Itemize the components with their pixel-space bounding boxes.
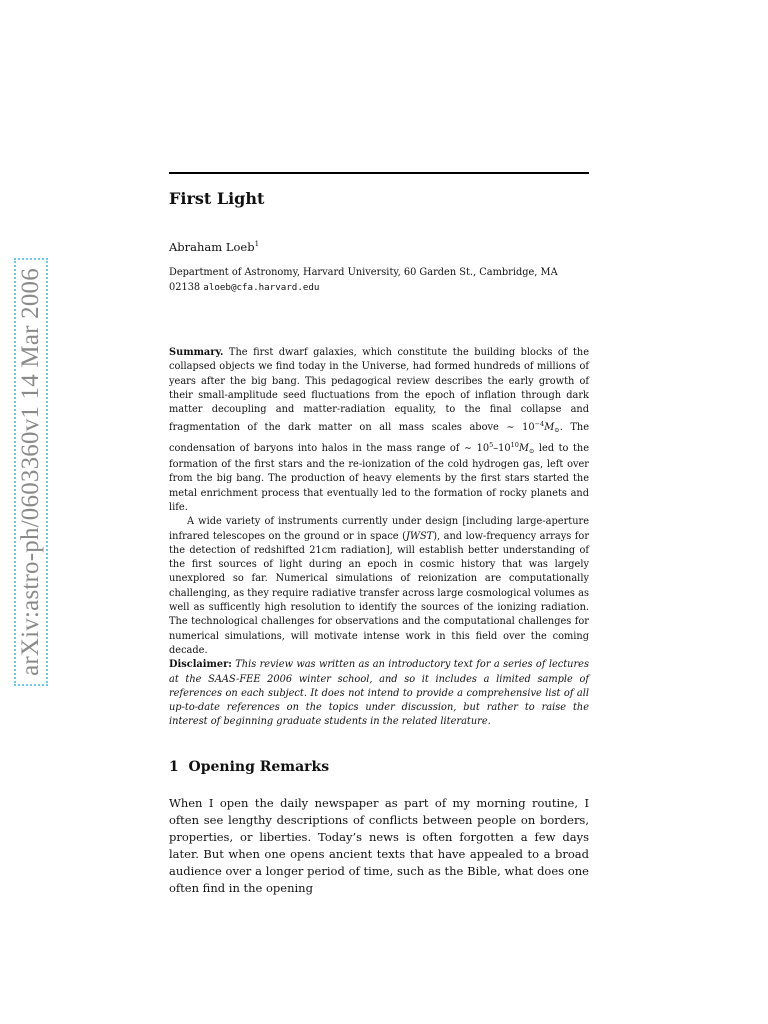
summary-text: . The condensation of baryons into halos in the mass range of ∼ 10 [169,422,589,454]
mass-symbol: M [518,442,529,454]
section-body [169,795,589,897]
summary-text: A wide variety of instruments currently under design [including large-aperture infrared telescopes on the ground or in space ( [169,516,589,542]
sun-symbol: ⊙ [554,426,560,435]
arxiv-stamp-text: arXiv:astro-ph/0603360v1 14 Mar 2006 [17,268,44,676]
disclaimer-label: Disclaimer: [169,659,232,671]
section-title: Opening Remarks [188,758,330,775]
section-heading [169,757,589,777]
affiliation-zip: 02138 [169,282,204,293]
summary-paragraph-1 [169,346,589,515]
summary-text: –10 [493,442,511,454]
exponent: 5 [489,440,494,449]
author-name: Abraham Loeb [169,240,255,254]
summary [169,346,589,730]
affiliation [169,265,589,295]
author-footnote-mark: 1 [254,240,260,248]
affiliation-line1: Department of Astronomy, Harvard University, 60 Garden St., Cambridge, MA [169,267,558,278]
paper-title: First Light [169,189,265,208]
exponent: 10 [510,440,519,449]
summary-label: Summary. [169,347,224,358]
section-number: 1 [169,758,179,775]
author-email: aloeb@cfa.harvard.edu [203,282,320,293]
paper-page [169,172,589,897]
author [169,236,589,255]
summary-paragraph-2 [169,515,589,658]
title-rule [169,172,589,174]
summary-text: led to the formation of the first stars and the re-ionization of the cold hydrogen gas, left over from the big bang. The production of heavy elements by the first stars started the metal enrichment process that eventually led to the formation of rocky planets and life. [169,442,589,513]
arxiv-stamp [14,258,48,686]
disclaimer-text: This review was written as an introductory text for a series of lectures at the SAAS-FEE 2006 winter school, and so it includes a limited sample of references on each subject. It does not intend to provide a comprehensive list of all up-to-date references on the topics under discussion, but rather to raise the interest of beginning graduate students in the related literature. [169,659,589,728]
summary-text: The first dwarf galaxies, which constitute the building blocks of the collapsed objects we find today in the Universe, had formed hundreds of millions of years after the big bang. This pedagogical review describes the early growth of their small-amplitude seed fluctuations from the epoch of inflation through dark matter decoupling and matter-radiation equality, to the final collapse and fragmentation of the dark matter on all mass scales above ∼ 10 [169,347,589,434]
summary-text: ), and low-frequency arrays for the detection of redshifted 21cm radiation], will establish better understanding of the first sources of light during an epoch in cosmic history that was largely unexplored so far. Numerical simulations of reionization are computationally challenging, as they require radiative transfer across large cosmological volumes as well as sufficently high resolution to identify the sources of the ionizing radiation. The technological challenges for observations and the computational challenges for numerical simulations, will motivate intense work in this field over the coming decade. [169,530,589,656]
exponent: −4 [534,420,545,429]
mass-symbol: M [544,422,555,434]
jwst-label: JWST [405,530,434,542]
body-paragraph: When I open the daily newspaper as part of my morning routine, I often see lengthy descriptions of conflicts between people on borders, properties, or liberties. Today’s news is often forgotten a few days later. But when one opens ancient texts that have appealed to a broad audience over a longer period of time, such as the Bible, what does one often find in the opening [169,795,589,895]
sun-symbol: ⊙ [528,446,535,455]
disclaimer [169,658,589,729]
